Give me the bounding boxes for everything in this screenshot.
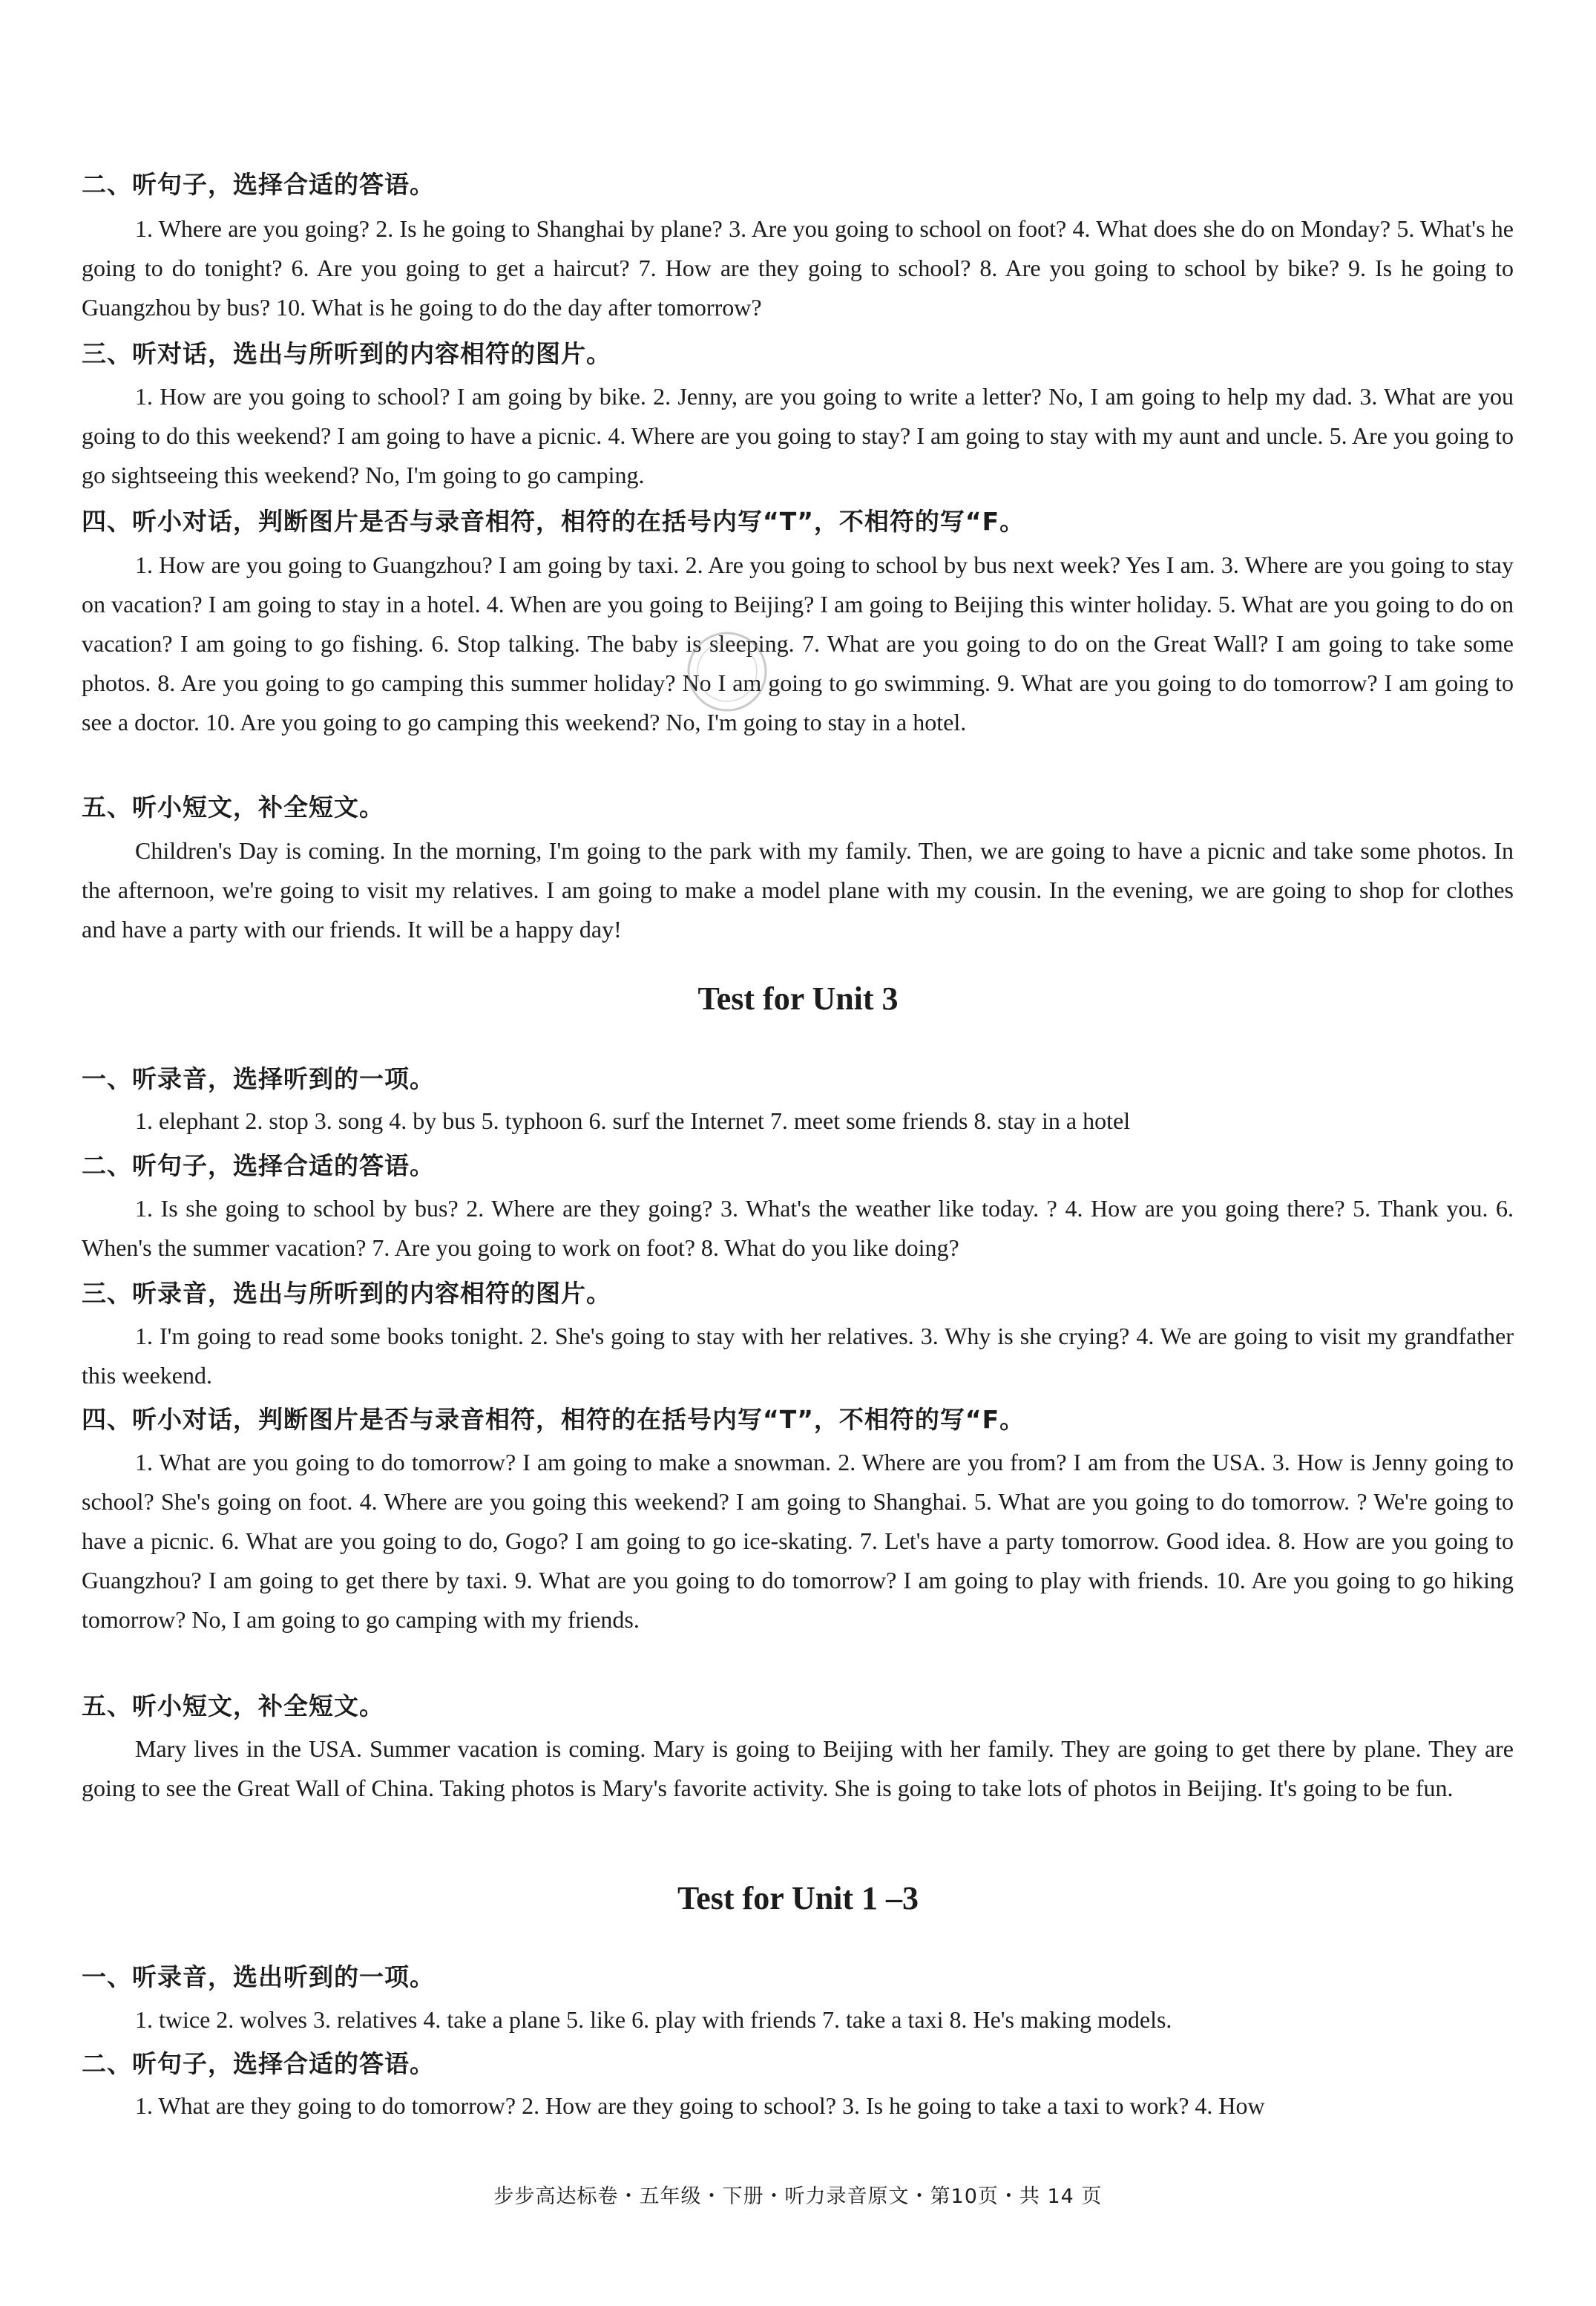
section-text: 1. Where are you going? 2. Is he going to Shanghai by plane? 3. Are you going to school on foot? 4. What does she do on Monday? 5. What's he going to do tonight? 6. Are you going to get a haircut? 7. How are they going to school? 8. Are you going to school by bike? 9. Is he going to Guangzhou by bus? 10. What is he going to do the day after tomorrow? [82,215,1514,321]
unit13-title: Test for Unit 1 –3 [677,1880,919,1916]
section-heading: 四、听小对话，判断图片是否与录音相符，相符的在括号内写“T”，不相符的写“F。 [82,1405,1025,1434]
section-text: Children's Day is coming. In the morning, I'm going to the park with my family. Then, we are going to have a picnic and take some photos. In the afternoon, we're going to visit my relatives. I am going to make a model plane with my cousin. In the evening, we are going to shop for clothes and have a party with our friends. It will be a happy day! [82,837,1514,943]
section-heading: 四、听小对话，判断图片是否与录音相符，相符的在括号内写“T”，不相符的写“F。 [82,507,1025,536]
section-text: 1. How are you going to Guangzhou? I am going by taxi. 2. Are you going to school by bus next week? Yes I am. 3. Where are you going to stay on vacation? I am going to stay in a hotel. 4. When are you going to Beijing? I am going to Beijing this winter holiday. 5. What are you going to do on vacation? I am going to go fishing. 6. Stop talking. The baby is sleeping. 7. What are you going to do on the Great Wall? I am going to take some photos. 8. Are you going to go camping this summer holiday? No I am going to go swimming. 9. What are you going to do tomorrow? I am going to see a doctor. 10. Are you going to go camping this weekend? No, I'm going to stay in a hotel. [82,551,1514,736]
section-text: 1. How are you going to school? I am going by bike. 2. Jenny, are you going to write a letter? No, I am going to help my dad. 3. What are you going to do this weekend? I am going to have a picnic. 4. Where are you going to stay? I am going to stay with my aunt and uncle. 5. Are you going to go sightseeing this weekend? No, I'm going to go camping. [82,383,1514,488]
section-heading: 五、听小短文，补全短文。 [82,793,384,822]
section-text: Mary lives in the USA. Summer vacation is coming. Mary is going to Beijing with her family. They are going to get there by plane. They are going to see the Great Wall of China. Taking photos is Mary's favorite activity. She is going to take lots of photos in Beijing. It's going to be fun. [82,1735,1514,1801]
section-heading: 三、听对话，选出与所听到的内容相符的图片。 [82,339,611,368]
section-text: 1. What are you going to do tomorrow? I am going to make a snowman. 2. Where are you from? I am from the USA. 3. How is Jenny going to school? She's going on foot. 4. Where are you going this weekend? I am going to Shanghai. 5. What are you going to do tomorrow. ? We're going to have a picnic. 6. What are you going to do, Gogo? I am going to go ice-skating. 7. Let's have a party tomorrow. Good idea. 8. How are you going to Guangzhou? I am going to get there by taxi. 9. What are you going to do tomorrow? I am going to play with friends. 10. Are you going to go hiking tomorrow? No, I am going to go camping with my friends. [82,1449,1514,1633]
section-heading: 五、听小短文，补全短文。 [82,1691,384,1720]
stamp-watermark-icon [683,627,772,716]
page-footer: 步步高达标卷・五年级・下册・听力录音原文・第10页・共 14 页 [493,2185,1103,2208]
section-heading: 一、听录音，选出听到的一项。 [82,1962,435,1991]
section-text: 1. elephant 2. stop 3. song 4. by bus 5. typhoon 6. surf the Internet 7. meet some friends 8. stay in a hotel [135,1107,1131,1134]
section-heading: 二、听句子，选择合适的答语。 [82,1151,435,1180]
unit3-title: Test for Unit 3 [697,980,899,1017]
section-heading: 三、听录音，选出与所听到的内容相符的图片。 [82,1279,611,1308]
section-heading: 一、听录音，选择听到的一项。 [82,1064,435,1093]
section-heading: 二、听句子，选择合适的答语。 [82,170,435,199]
section-text: 1. I'm going to read some books tonight. 2. She's going to stay with her relatives. 3. Why is she crying? 4. We are going to visit my grandfather this weekend. [82,1323,1514,1389]
section-text: 1. Is she going to school by bus? 2. Where are they going? 3. What's the weather like today. ? 4. How are you going there? 5. Thank you. 6. When's the summer vacation? 7. Are you going to work on foot? 8. What do you like doing? [82,1195,1514,1261]
section-text: 1. What are they going to do tomorrow? 2. How are they going to school? 3. Is he going to take a taxi to work? 4. How [135,2092,1265,2119]
section-text: 1. twice 2. wolves 3. relatives 4. take a plane 5. like 6. play with friends 7. take a taxi 8. He's making models. [135,2006,1172,2033]
section-heading: 二、听句子，选择合适的答语。 [82,2049,435,2078]
